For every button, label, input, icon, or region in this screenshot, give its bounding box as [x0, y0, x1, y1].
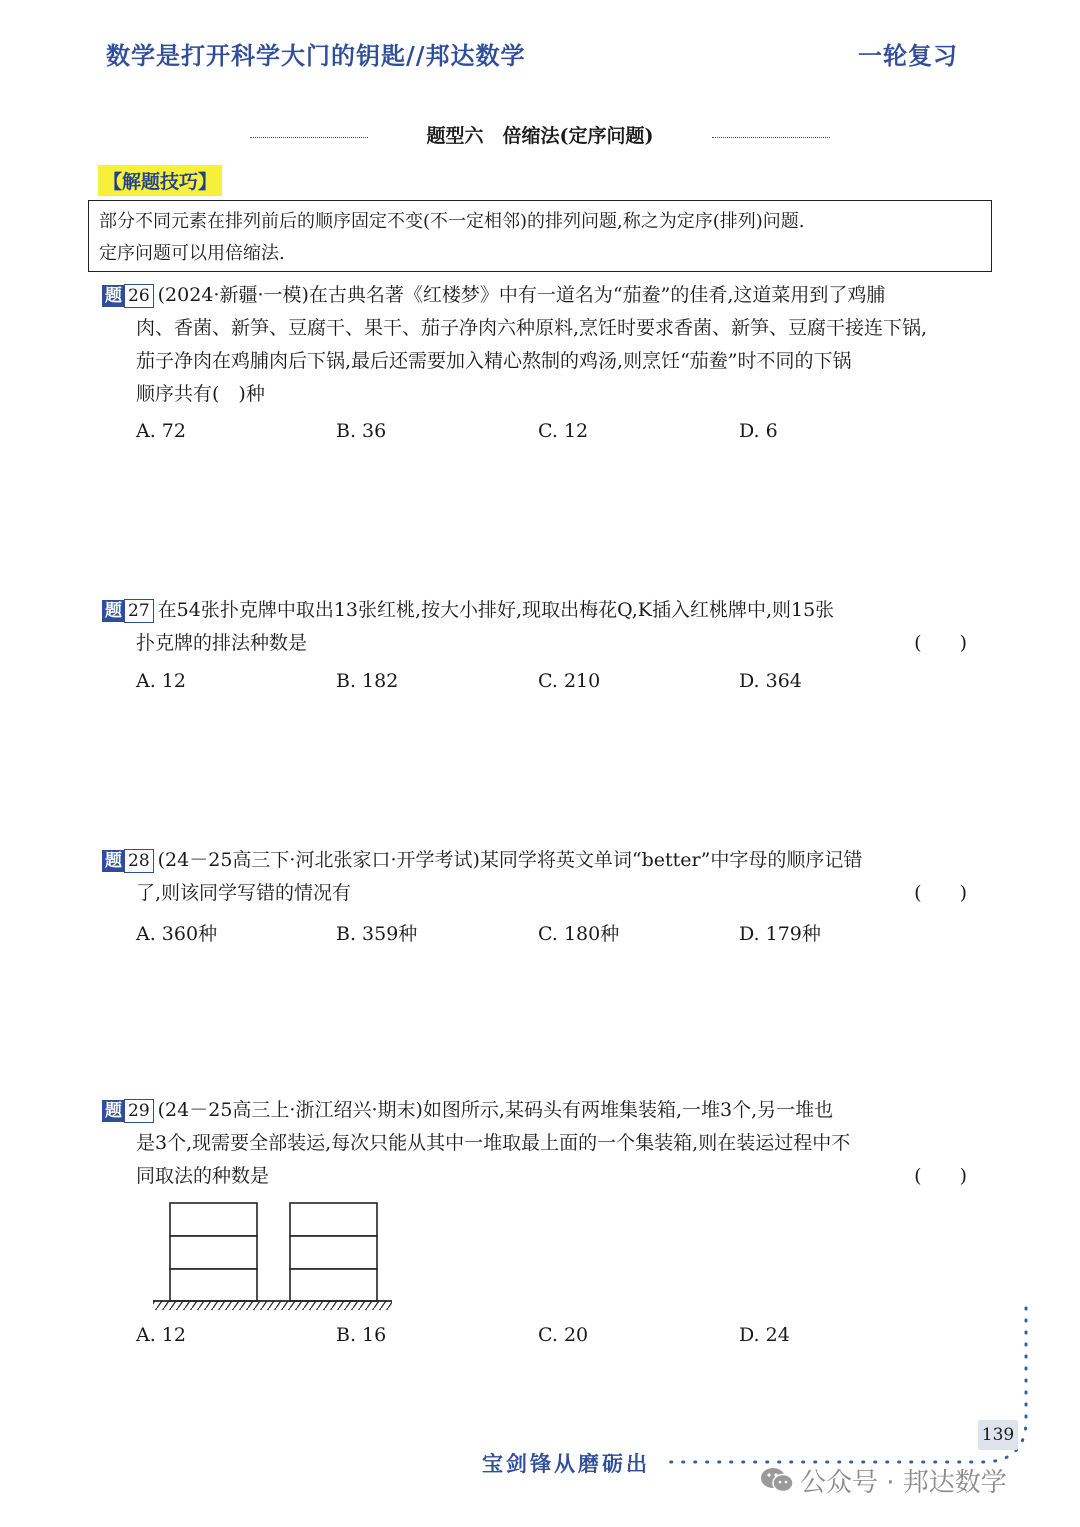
question-28	[102, 844, 982, 910]
question-tag: 题 28	[102, 849, 154, 873]
question-line: 题 27 在54张扑克牌中取出13张红桃,按大小排好,现取出梅花Q,K插入红桃牌中,则15张	[102, 594, 982, 627]
answer-paren: ( )	[914, 882, 967, 904]
option-d: D. 364	[739, 670, 802, 692]
question-27	[102, 594, 982, 660]
section-divider-right	[712, 137, 830, 138]
container-stack-left	[170, 1203, 257, 1301]
option-d: D. 179种	[739, 923, 821, 945]
answer-paren: ( )	[914, 1165, 967, 1187]
question-tag: 题 29	[102, 1099, 154, 1123]
question-line: 题 28 (24－25高三下·河北张家口·开学考试)某同学将英文单词“better”中字母的顺序记错	[102, 844, 982, 877]
option-a: A. 12	[136, 670, 186, 692]
header-left-title: 数学是打开科学大门的钥匙//邦达数学	[106, 41, 526, 70]
question-line: 同取法的种数是 ( )	[102, 1160, 982, 1193]
option-c: C. 20	[538, 1324, 589, 1346]
question-29	[102, 1094, 982, 1193]
question-line: 是3个,现需要全部装运,每次只能从其中一堆取最上面的一个集装箱,则在装运过程中不	[136, 1132, 851, 1154]
options-28	[136, 919, 956, 949]
page-number: 139	[978, 1420, 1018, 1450]
question-line: 扑克牌的排法种数是 ( )	[102, 627, 982, 660]
question-line: 题 26 (2024·新疆·一模)在古典名著《红楼梦》中有一道名为“茄鲞”的佳肴,这道菜用到了鸡脯	[102, 279, 982, 312]
container-stack-right	[290, 1203, 377, 1301]
watermark: 公众号 · 邦达数学	[760, 1462, 1007, 1501]
option-d: D. 24	[739, 1324, 790, 1346]
question-tag: 题 27	[102, 599, 154, 623]
question-line: 肉、香菌、新笋、豆腐干、果干、茄子净肉六种原料,烹饪时要求香菌、新笋、豆腐干接连下锅,	[136, 317, 928, 339]
question-26	[102, 279, 982, 411]
answer-paren: ( )	[914, 632, 967, 654]
option-b: B. 182	[336, 670, 399, 692]
footer-motto: 宝剑锋从磨砺出	[482, 1451, 650, 1476]
question-tag: 题 26	[102, 284, 154, 308]
section-title: 题型六 倍缩法(定序问题)	[426, 125, 654, 147]
options-27	[136, 670, 956, 700]
header-right-title: 一轮复习	[858, 41, 958, 70]
option-b: B. 359种	[336, 923, 418, 945]
question-line: 茄子净肉在鸡脯肉后下锅,最后还需要加入精心熬制的鸡汤,则烹饪“茄鲞”时不同的下锅	[136, 350, 852, 372]
tips-line: 部分不同元素在排列前后的顺序固定不变(不一定相邻)的排列问题,称之为定序(排列)问题.	[99, 211, 805, 232]
option-c: C. 180种	[538, 923, 620, 945]
options-26	[136, 420, 956, 450]
tips-label: 【解题技巧】	[98, 165, 222, 196]
wechat-icon	[760, 1466, 794, 1501]
question-line: 题 29 (24－25高三上·浙江绍兴·期末)如图所示,某码头有两堆集装箱,一堆3个,另一堆也	[102, 1094, 982, 1127]
option-c: C. 210	[538, 670, 601, 692]
option-b: B. 36	[336, 420, 387, 442]
ground-hatch	[153, 1301, 392, 1310]
option-c: C. 12	[538, 420, 589, 442]
option-a: A. 72	[136, 420, 186, 442]
question-line: 顺序共有( )种	[136, 383, 265, 405]
container-stacks-figure	[150, 1198, 400, 1314]
option-a: A. 12	[136, 1324, 186, 1346]
question-line: 了,则该同学写错的情况有 ( )	[102, 877, 982, 910]
tips-line: 定序问题可以用倍缩法.	[99, 243, 285, 264]
option-d: D. 6	[739, 420, 778, 442]
option-b: B. 16	[336, 1324, 387, 1346]
tips-box	[88, 200, 992, 272]
option-a: A. 360种	[136, 923, 218, 945]
